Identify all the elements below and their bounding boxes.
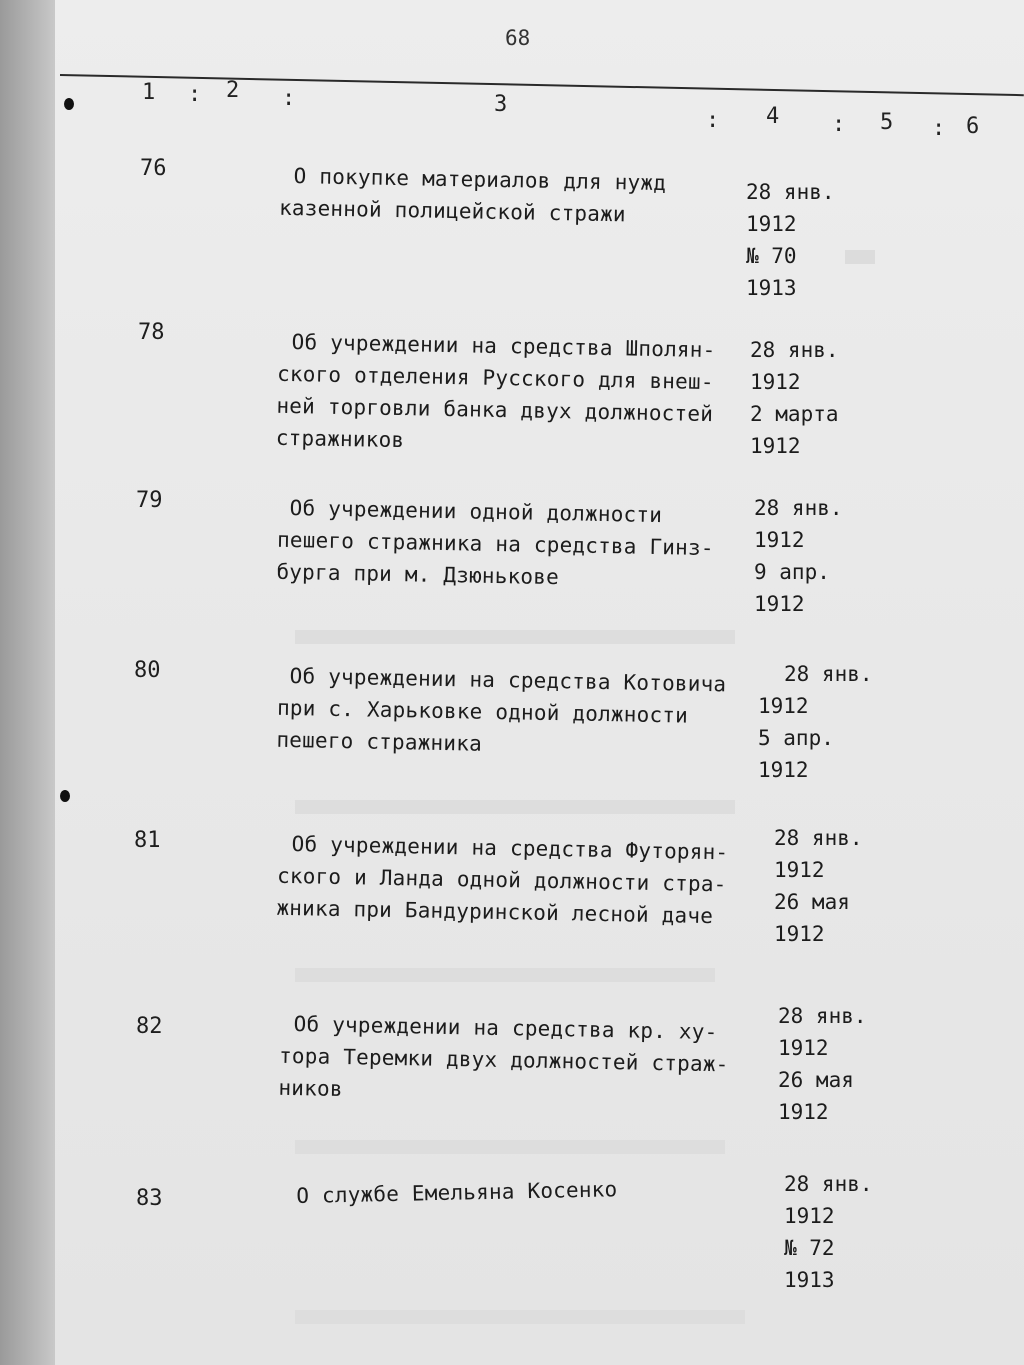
entry-description-line: жника при Бандуринской лесной даче (276, 895, 714, 929)
entry-date-line: 1912 (758, 758, 809, 782)
bleed-through-mark (845, 250, 875, 264)
bleed-through-mark (295, 1140, 725, 1154)
entry-date-line: 1913 (746, 276, 797, 300)
entry-number: 82 (136, 1014, 163, 1039)
column-header-separator: : (832, 112, 846, 137)
entry-description-line: Об учреждении на средства Котовича (289, 663, 727, 697)
entry-description-line: ников (278, 1075, 343, 1101)
entry-date-line: 28 янв. (774, 826, 863, 850)
entry-date-line: 1912 (750, 434, 801, 458)
entry-date-line: 5 апр. (758, 726, 834, 750)
entry-date-line: 26 мая (778, 1068, 854, 1092)
entry-date-line: № 72 (784, 1236, 835, 1260)
bleed-through-mark (295, 800, 735, 814)
entry-number: 80 (134, 658, 161, 683)
column-header-2: 2 (226, 78, 240, 103)
entry-description (278, 1008, 764, 1113)
entry-date-line: 28 янв. (746, 180, 835, 204)
entry-description-line: ского и Ланда одной должности стра- (276, 863, 727, 897)
entry-date-line: 28 янв. (784, 662, 873, 686)
entry-description-line: стражников (275, 425, 405, 453)
entry-description-line: при с. Харьковке одной должности (276, 695, 689, 728)
entry-description (276, 828, 762, 933)
entry-description-line: О покупке материалов для нужд (293, 163, 667, 196)
entry-number: 79 (136, 488, 163, 513)
entry-description-line: Об учреждении на средства Футорян- (291, 831, 729, 865)
entry-date-line: 2 марта (750, 402, 839, 426)
entry-dates (784, 1168, 873, 1296)
entry-date-line: 1912 (750, 370, 801, 394)
entry-date-line: 9 апр. (754, 560, 830, 584)
entry-description (276, 660, 760, 765)
entry-dates (774, 822, 863, 950)
page-number: 68 (505, 26, 531, 50)
entry-description-line: ского отделения Русского для внеш- (276, 361, 714, 395)
entry-description-line: тора Теремки двух должностей страж- (278, 1043, 729, 1077)
entry-description-line: казенной полицейской стражи (278, 195, 627, 227)
entry-description-line: ней торговли банка двух должностей (276, 393, 714, 427)
entry-description-line: пешего стражника (276, 727, 483, 756)
entry-description-line: пешего стражника на средства Гинз- (276, 527, 714, 561)
entry-description (275, 326, 762, 463)
entry-description-line: Об учреждении на средства кр. ху- (293, 1011, 718, 1045)
column-header-separator: : (188, 82, 202, 107)
entry-dates (758, 658, 873, 786)
binding-hole-top (64, 98, 74, 110)
column-header-separator: : (932, 116, 946, 141)
column-header-4: 4 (766, 104, 780, 129)
entry-date-line: 1912 (754, 592, 805, 616)
entry-dates (754, 492, 843, 620)
column-header-3: 3 (494, 92, 508, 117)
entry-date-line: 1912 (784, 1204, 835, 1228)
entry-date-line: 1912 (758, 694, 809, 718)
entry-date-line: 1912 (746, 212, 797, 236)
entry-number: 83 (136, 1186, 163, 1211)
entry-description-line: О службе Емельяна Косенко (296, 1177, 618, 1208)
entry-dates (746, 176, 835, 304)
entry-date-line: 28 янв. (784, 1172, 873, 1196)
binding-margin (0, 0, 62, 1365)
entry-number: 76 (140, 156, 167, 181)
binding-hole-middle (60, 790, 70, 802)
entry-number: 78 (138, 320, 165, 345)
entry-date-line: 28 янв. (750, 338, 839, 362)
entry-description (276, 492, 760, 597)
entry-date-line: 28 янв. (778, 1004, 867, 1028)
entry-date-line: № 70 (746, 244, 797, 268)
entry-description (278, 160, 764, 233)
column-header-separator: : (706, 108, 720, 133)
entry-date-line: 1913 (784, 1268, 835, 1292)
entry-date-line: 1912 (778, 1036, 829, 1060)
entry-date-line: 1912 (754, 528, 805, 552)
entry-date-line: 26 мая (774, 890, 850, 914)
column-header-6: 6 (966, 114, 980, 139)
entry-dates (778, 1000, 867, 1128)
entry-date-line: 28 янв. (754, 496, 843, 520)
entry-dates (750, 334, 839, 462)
bleed-through-mark (295, 630, 735, 644)
entry-description-line: Об учреждении на средства Шполян- (291, 329, 716, 363)
column-header-1: 1 (142, 80, 156, 105)
entry-date-line: 1912 (774, 858, 825, 882)
entry-number: 81 (134, 828, 161, 853)
bleed-through-mark (295, 1310, 745, 1324)
entry-date-line: 1912 (774, 922, 825, 946)
bleed-through-mark (295, 968, 715, 982)
entry-description-line: Об учреждении одной должности (289, 495, 663, 528)
entry-date-line: 1912 (778, 1100, 829, 1124)
column-header-5: 5 (880, 110, 894, 135)
column-header-separator: : (282, 86, 296, 111)
entry-description-line: бурга при м. Дзюнькове (276, 559, 560, 590)
